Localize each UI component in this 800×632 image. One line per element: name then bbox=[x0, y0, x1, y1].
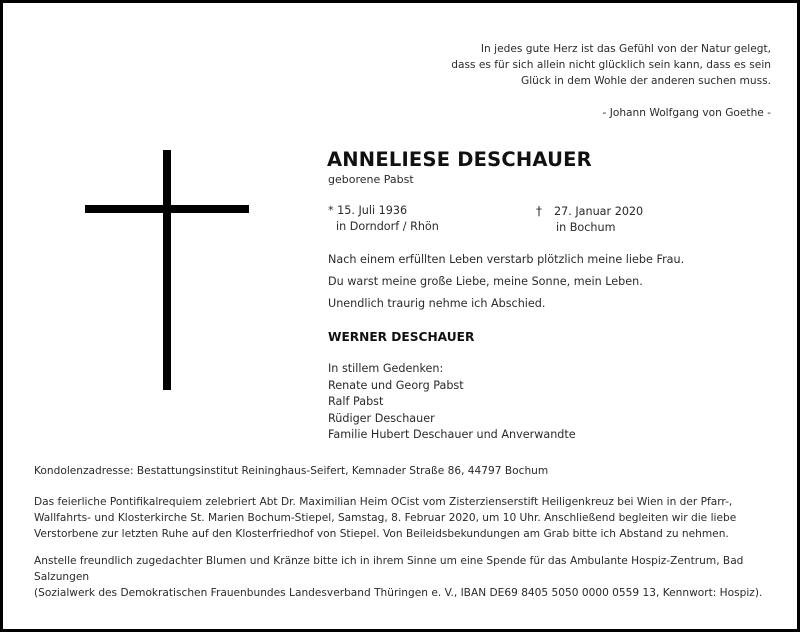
mourner-name: Renate und Georg Pabst bbox=[328, 378, 464, 392]
husband-name: WERNER DESCHAUER bbox=[328, 330, 475, 344]
mourner-name: Rüdiger Deschauer bbox=[328, 411, 435, 425]
condolence-address: Kondolenzadresse: Bestattungsinstitut Reininghaus-Seifert, Kemnader Straße 86, 44797 Bochum bbox=[34, 465, 549, 477]
goethe-quote bbox=[411, 41, 771, 121]
birth-place: in Dorndorf / Rhön bbox=[336, 220, 439, 233]
quote-line: Glück in dem Wohle der anderen suchen muss. bbox=[521, 75, 771, 87]
mourners-list bbox=[328, 361, 576, 444]
cross-icon bbox=[85, 150, 249, 390]
death-date: 27. Januar 2020 bbox=[554, 205, 644, 218]
quote-line: In jedes gute Herz ist das Gefühl von der Natur gelegt, bbox=[480, 43, 771, 55]
quote-line: dass es für sich allein nicht glücklich sein kann, dass es sein bbox=[451, 59, 771, 71]
birth-symbol: * bbox=[328, 204, 334, 217]
death-info bbox=[536, 203, 643, 236]
requiem-line: Wallfahrts- und Klosterkirche St. Marien Bochum-Stiepel, Samstag, 8. Februar 2020, um 10 Uhr. Anschließend begleiten wir die liebe bbox=[34, 512, 737, 524]
death-place: in Bochum bbox=[556, 221, 616, 234]
farewell-line: Du warst meine große Liebe, meine Sonne, mein Leben. bbox=[328, 275, 643, 288]
requiem-line: Verstorbene zur letzten Ruhe auf den Klosterfriedhof von Stiepel. Von Beileidsbekundungen am Grab bitte ich Abstand zu nehmen. bbox=[34, 528, 729, 540]
birth-name: geborene Pabst bbox=[328, 173, 414, 186]
mourners-intro: In stillem Gedenken: bbox=[328, 362, 444, 375]
mourner-name: Ralf Pabst bbox=[328, 395, 384, 409]
cross-horizontal-bar bbox=[85, 205, 249, 213]
cross-vertical-bar bbox=[163, 150, 171, 390]
requiem-line: Das feierliche Pontifikalrequiem zelebriert Abt Dr. Maximilian Heim OCist vom Zisterzienserstift Heiligenkreuz bei Wien in der Pfarr-, bbox=[34, 496, 733, 508]
farewell-text bbox=[328, 252, 684, 318]
farewell-line: Unendlich traurig nehme ich Abschied. bbox=[328, 297, 546, 310]
requiem-info bbox=[34, 494, 774, 542]
birth-date: 15. Juli 1936 bbox=[337, 204, 408, 217]
donation-info bbox=[34, 553, 774, 601]
quote-author: - Johann Wolfgang von Goethe - bbox=[602, 107, 771, 119]
death-cross-icon: † bbox=[536, 204, 542, 218]
donation-line: (Sozialwerk des Demokratischen Frauenbundes Landesverband Thüringen e. V., IBAN DE69 8405 5050 0000 0559 13, Kennwort: Hospiz). bbox=[34, 587, 763, 599]
birth-info bbox=[328, 203, 439, 235]
donation-line: Anstelle freundlich zugedachter Blumen und Kränze bitte ich in ihrem Sinne um eine Spende für das Ambulante Hospiz-Zentrum, Bad Salzungen bbox=[34, 555, 744, 583]
farewell-line: Nach einem erfüllten Leben verstarb plötzlich meine liebe Frau. bbox=[328, 253, 685, 266]
deceased-name: ANNELIESE DESCHAUER bbox=[327, 148, 592, 171]
mourner-name: Familie Hubert Deschauer und Anverwandte bbox=[328, 428, 576, 442]
